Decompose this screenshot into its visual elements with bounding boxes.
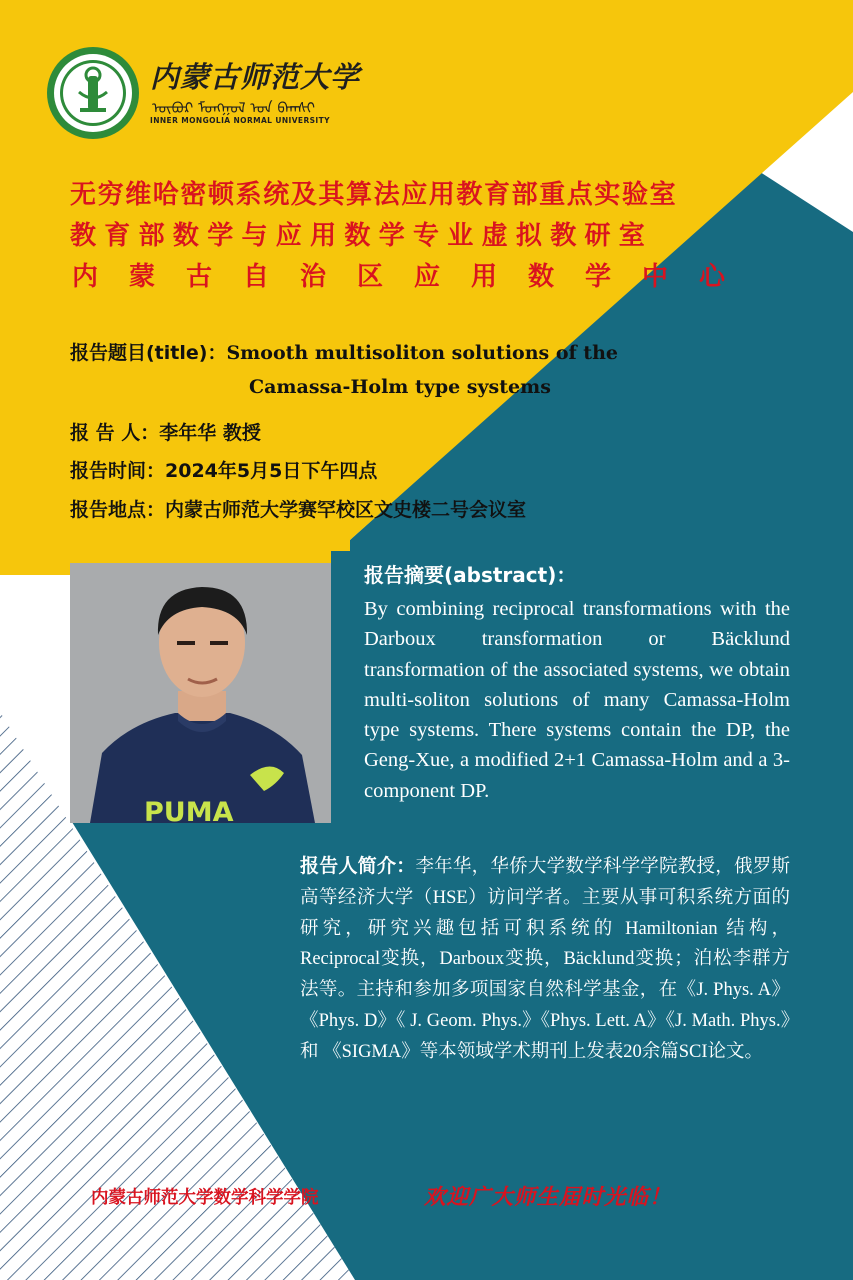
welcome-slogan: 欢迎广大师生届时光临！ [424, 1185, 672, 1210]
talk-title-row [70, 338, 618, 365]
lab-heading-3: 内蒙古自治区应用数学中心 [72, 262, 757, 292]
lab-heading-2: 教育部数学与应用数学专业虚拟教研室 [70, 221, 654, 251]
talk-title-line1: Smooth multisoliton solutions of the [226, 342, 618, 364]
abstract-label: 报告摘要(abstract)： [364, 563, 577, 587]
shirt-logo-text: PUMA [144, 797, 234, 823]
speaker-name: 李年华 教授 [159, 422, 261, 444]
talk-time: 2024年5月5日下午四点 [165, 460, 378, 482]
speaker-label: 报 告 人： [70, 422, 160, 444]
time-label: 报告时间： [70, 460, 166, 482]
time-row [70, 456, 377, 483]
university-name-mn: ᠥᠪᠦᠷ ᠮᠣᠩᠭᠣᠯ ᠤᠨ ᠪᠠᠭᠰᠢ [152, 99, 316, 117]
speaker-row [70, 418, 261, 445]
university-name-en: INNER MONGOLIA NORMAL UNIVERSITY [150, 116, 330, 125]
bio-label: 报告人简介： [300, 855, 416, 877]
university-name-cn: 内蒙古师范大学 [150, 60, 361, 94]
speaker-bio [300, 851, 790, 1068]
talk-place: 内蒙古师范大学赛罕校区文史楼二号会议室 [165, 499, 527, 521]
speaker-photo [70, 563, 331, 823]
talk-title-line2: Camassa-Holm type systems [249, 376, 551, 398]
abstract-text: By combining reciprocal transformations with the Darboux transformation or Bäcklund transformation of the associated systems, we obtain multi-soliton solutions of many Camassa-Holm type systems. There systems contain the DP, the Geng-Xue, a modified 2+1 Camassa-Holm and a 3-component DP. [364, 598, 790, 802]
talk-title-label: 报告题目(title)： [70, 342, 227, 364]
place-label: 报告地点： [70, 499, 166, 521]
university-seal-icon [46, 46, 140, 140]
place-row [70, 495, 526, 522]
organizer-name: 内蒙古师范大学数学科学学院 [91, 1188, 319, 1208]
lab-heading-1: 无穷维哈密顿系统及其算法应用教育部重点实验室 [70, 180, 678, 210]
bio-text: 李年华，华侨大学数学科学学院教授，俄罗斯高等经济大学（HSE）访问学者。主要从事可积系统方面的研究，研究兴趣包括可积系统的 Hamiltonian 结构，Reciprocal变换，Darboux变换，Bäcklund变换；泊松李群方法等。主持和参加多项国家自然科学基金，在《J. Phys. A》《Phys. D》《 J. Geom. Phys.》《Phys. Lett. A》《J. Math. Phys.》和 《SIGMA》等本领域学术期刊上发表20余篇SCI论文。 [300, 857, 790, 1062]
